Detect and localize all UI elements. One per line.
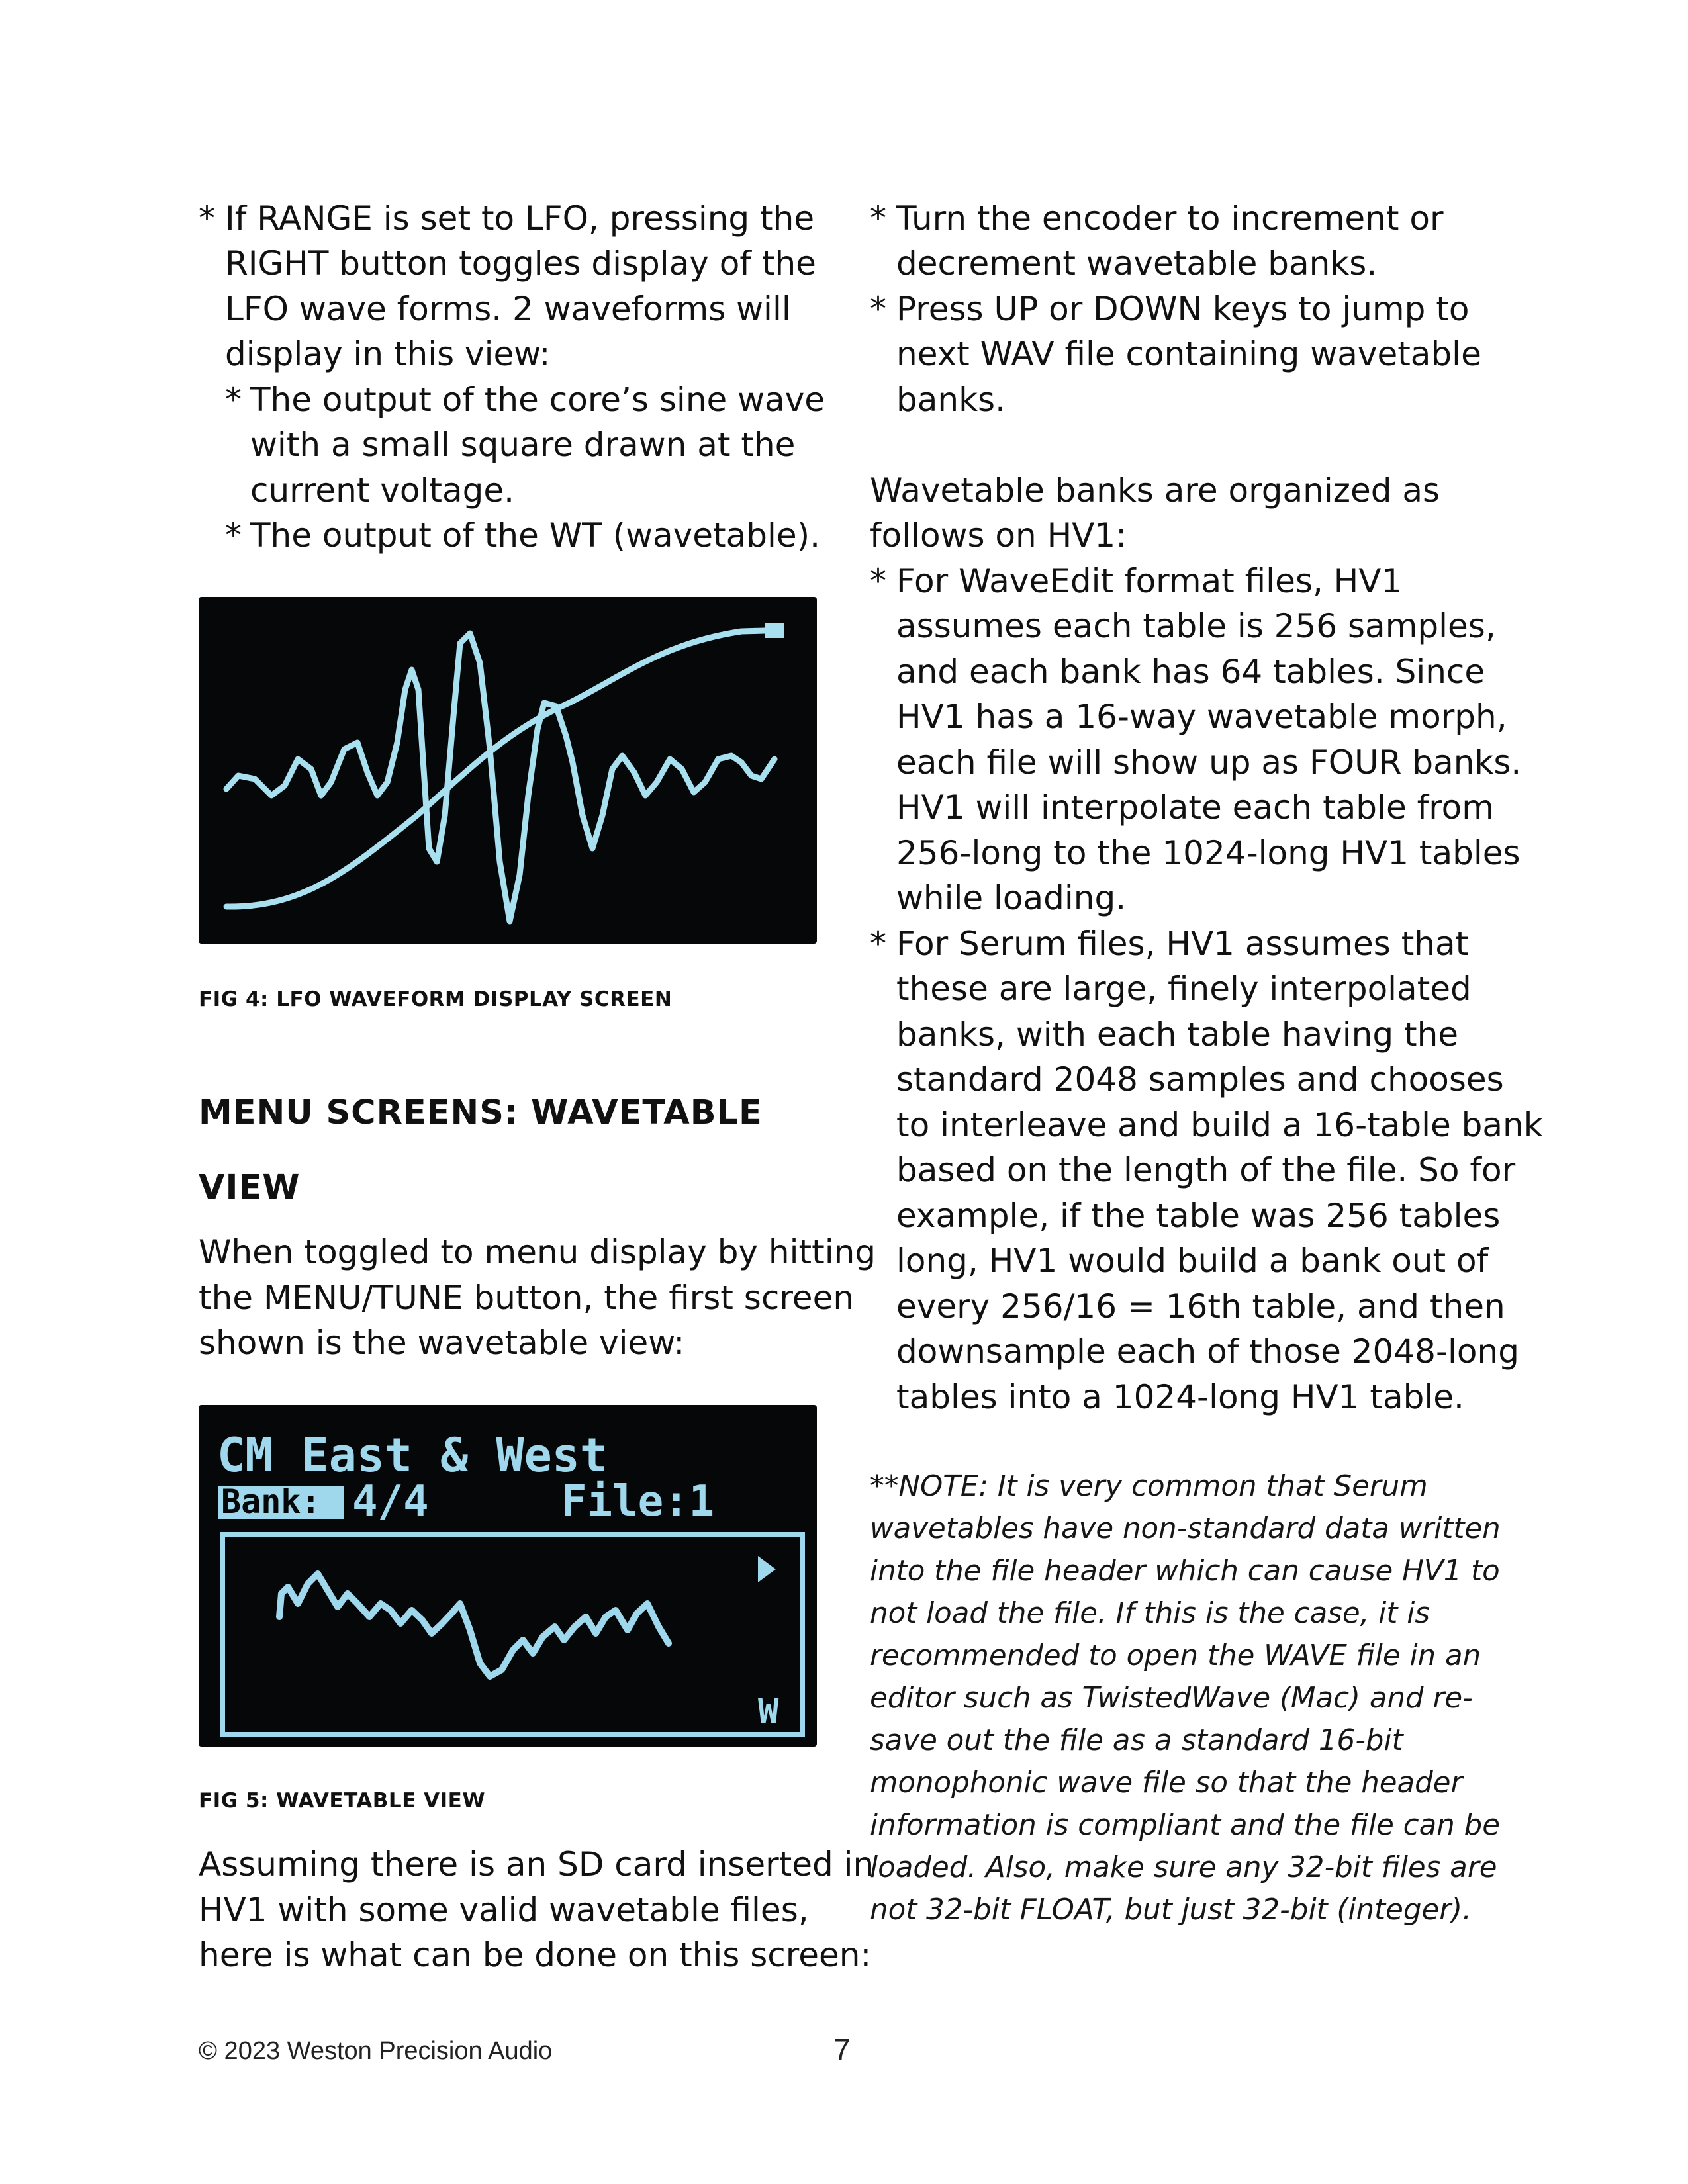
text-line: follows on HV1: [870,516,1127,555]
footer-copyright: © 2023 Weston Precision Audio [199,2037,553,2065]
text-line: every 256/16 = 16th table, and then [896,1287,1505,1326]
text-line: based on the length of the file. So for [896,1151,1516,1189]
text-line: standard 2048 samples and chooses [896,1060,1504,1099]
page-number: 7 [833,2032,851,2067]
text-line: Assuming there is an SD card inserted in [199,1845,874,1884]
text-line: with a small square drawn at the [250,426,796,464]
bullet-marker: * [870,562,886,600]
waveform-frame [222,1535,802,1735]
text-line: Wavetable banks are organized as [870,471,1440,510]
text-line: display in this view: [225,335,551,373]
bullet-marker: * [870,925,886,963]
text-line: RIGHT button toggles display of the [225,244,816,283]
note-line: monophonic wave file so that the header [870,1766,1463,1799]
text-line: these are large, finely interpolated [896,970,1472,1008]
note-line: into the file header which can cause HV1 to [870,1555,1500,1588]
text-line: The output of the WT (wavetable). [250,516,821,555]
text-line: here is what can be done on this screen: [199,1936,872,1974]
text-line: next WAV file containing wavetable [896,335,1481,373]
fig5-caption: FIG 5: WAVETABLE VIEW [199,1789,486,1813]
text-line: the MENU/TUNE button, the first screen [199,1279,855,1317]
text-line: assumes each table is 256 samples, [896,607,1496,645]
file-label: File:1 [561,1477,715,1526]
fig4-caption: FIG 4: LFO WAVEFORM DISPLAY SCREEN [199,987,673,1011]
text-line: For Serum files, HV1 assumes that [896,925,1469,963]
text-line: When toggled to menu display by hitting [199,1233,876,1271]
text-line: Turn the encoder to increment or [896,199,1444,238]
text-line: HV1 will interpolate each table from [896,788,1494,827]
bullet-marker: * [199,199,215,238]
note-line: not 32-bit FLOAT, but just 32-bit (integer). [870,1893,1472,1927]
bank-value: 4/4 [352,1477,429,1526]
text-line: For WaveEdit format files, HV1 [896,562,1403,600]
lfo-waveform-screen [199,597,817,944]
text-line: LFO wave forms. 2 waveforms will [225,290,791,328]
text-line: tables into a 1024-long HV1 table. [896,1378,1464,1416]
text-line: HV1 with some valid wavetable files, [199,1891,809,1929]
bullet-marker: * [225,516,242,555]
note-line: **NOTE: It is very common that Serum [870,1470,1428,1503]
section-heading: MENU SCREENS: WAVETABLE [199,1093,763,1132]
text-line: Press UP or DOWN keys to jump to [896,290,1470,328]
text-line: example, if the table was 256 tables [896,1197,1501,1235]
note-line: editor such as TwistedWave (Mac) and re- [870,1682,1473,1715]
note-line: wavetables have non-standard data written [870,1512,1501,1545]
text-line: each file will show up as FOUR banks. [896,743,1522,782]
text-line: and each bank has 64 tables. Since [896,653,1485,691]
lfo-waveform-graphic [199,597,817,944]
play-arrow-icon [758,1556,776,1582]
text-line: HV1 has a 16-way wavetable morph, [896,698,1507,736]
bullet-marker: * [870,290,886,328]
text-line: If RANGE is set to LFO, pressing the [225,199,815,238]
bullet-marker: * [225,381,242,419]
note-line: not load the file. If this is the case, it is [870,1597,1430,1630]
wavetable-wave [226,633,774,921]
note-line: information is compliant and the file can be [870,1809,1501,1842]
wavetable-view-screen [199,1405,817,1747]
text-line: while loading. [896,879,1127,917]
wavetable-preview-wave [279,1574,669,1676]
text-line: banks, with each table having the [896,1015,1459,1054]
screen-title: CM East & West [217,1428,608,1482]
text-line: The output of the core’s sine wave [250,381,825,419]
section-subheading: VIEW [199,1168,301,1207]
text-line: banks. [896,381,1006,419]
bank-label: Bank: [221,1482,321,1521]
w-label: W [758,1692,779,1731]
note-line: loaded. Also, make sure any 32-bit files are [870,1851,1497,1884]
wavetable-view-graphic [199,1405,817,1747]
text-line: decrement wavetable banks. [896,244,1378,283]
text-line: long, HV1 would build a bank out of [896,1242,1489,1280]
text-line: current voltage. [250,471,514,510]
text-line: downsample each of those 2048-long [896,1332,1519,1371]
note-line: save out the file as a standard 16-bit [870,1724,1403,1757]
bullet-marker: * [870,199,886,238]
text-line: shown is the wavetable view: [199,1324,685,1362]
text-line: to interleave and build a 16-table bank [896,1106,1543,1144]
text-line: 256-long to the 1024-long HV1 tables [896,834,1521,872]
note-line: recommended to open the WAVE file in an [870,1639,1481,1672]
